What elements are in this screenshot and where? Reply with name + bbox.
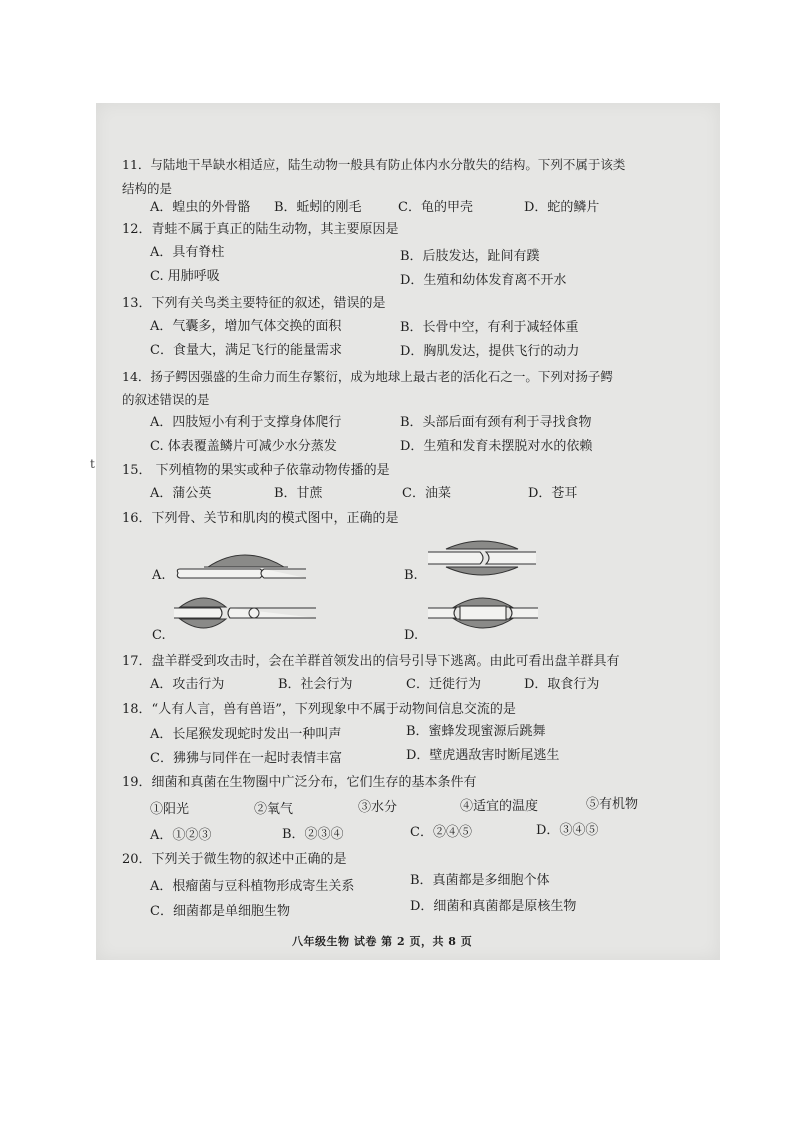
- q17-option-b: B．社会行为: [278, 677, 353, 692]
- q13-option-c: C．食量大，满足飞行的能量需求: [150, 343, 342, 358]
- q14-stem-line1: 14．扬子鳄因强盛的生命力而生存繁衍，成为地球上最古老的活化石之一。下列对扬子鳄: [122, 369, 613, 384]
- q12-option-d: D．生殖和幼体发育离不开水: [400, 273, 567, 288]
- q13-stem: 13．下列有关鸟类主要特征的叙述，错误的是: [122, 296, 386, 311]
- q19-option-c: C．②④⑤: [410, 825, 472, 840]
- q15-option-d: D．苍耳: [528, 486, 578, 501]
- q17-stem: 17．盘羊群受到攻击时，会在羊群首领发出的信号引导下逃离。由此可看出盘羊群具有: [122, 654, 620, 669]
- q12-option-c: C. 用肺呼吸: [150, 269, 220, 284]
- q16-figure-d: [426, 589, 540, 637]
- q15-option-a: A．蒲公英: [150, 486, 212, 501]
- q19-option-b: B．②③④: [282, 827, 344, 842]
- margin-mark: t: [90, 457, 95, 471]
- q20-option-b: B．真菌都是多细胞个体: [410, 873, 550, 888]
- q11-option-b: B．蚯蚓的刚毛: [274, 200, 362, 215]
- q16-figure-a: [174, 543, 308, 589]
- q19-item-1: ①阳光: [150, 802, 190, 817]
- q12-option-b: B．后肢发达，趾间有蹼: [400, 249, 540, 264]
- q18-stem: 18．“人有人言，兽有兽语”，下列现象中不属于动物间信息交流的是: [122, 702, 516, 717]
- q18-option-a: A．长尾猴发现蛇时发出一种叫声: [150, 727, 342, 742]
- q14-option-c: C. 体表覆盖鳞片可减少水分蒸发: [150, 439, 337, 454]
- q18-option-b: B．蜜蜂发现蜜源后跳舞: [406, 724, 546, 739]
- q18-option-d: D．壁虎遇敌害时断尾逃生: [406, 748, 560, 763]
- q11-option-c: C．龟的甲壳: [398, 200, 473, 215]
- q19-item-2: ②氧气: [254, 802, 294, 817]
- q11-stem-line1: 11．与陆地干旱缺水相适应，陆生动物一般具有防止体内水分散失的结构。下列不属于该类: [122, 157, 626, 172]
- q12-stem: 12．青蛙不属于真正的陆生动物，其主要原因是: [122, 222, 399, 237]
- q16-stem: 16．下列骨、关节和肌肉的模式图中，正确的是: [122, 511, 399, 526]
- q20-stem: 20．下列关于微生物的叙述中正确的是: [122, 852, 347, 867]
- q20-option-c: C．细菌都是单细胞生物: [150, 904, 290, 919]
- q14-stem-line2: 的叙述错误的是: [122, 392, 210, 407]
- q16-label-a: A.: [152, 568, 166, 583]
- q11-option-d: D．蛇的鳞片: [524, 200, 600, 215]
- q19-item-5: ⑤有机物: [586, 797, 639, 812]
- q19-option-a: A．①②③: [150, 828, 212, 843]
- q17-option-c: C．迁徙行为: [406, 677, 481, 692]
- q14-option-b: B．头部后面有颈有利于寻找食物: [400, 415, 592, 430]
- q13-option-a: A．气囊多，增加气体交换的面积: [150, 319, 342, 334]
- q15-stem: 15． 下列植物的果实或种子依靠动物传播的是: [122, 463, 390, 478]
- q18-option-c: C．狒狒与同伴在一起时表情丰富: [150, 751, 342, 766]
- q19-option-d: D．③④⑤: [536, 823, 599, 838]
- q16-label-d: D.: [404, 628, 419, 643]
- page-footer: 八年级生物 试卷 第 2 页，共 8 页: [292, 935, 473, 948]
- q19-stem: 19．细菌和真菌在生物圈中广泛分布，它们生存的基本条件有: [122, 775, 477, 790]
- q17-option-a: A．攻击行为: [150, 677, 225, 692]
- q13-option-b: B．长骨中空，有利于减轻体重: [400, 320, 579, 335]
- q16-label-b: B.: [404, 568, 418, 583]
- q19-item-4: ④适宜的温度: [460, 799, 539, 814]
- q19-item-3: ③水分: [358, 800, 398, 815]
- q12-option-a: A．具有脊柱: [150, 245, 225, 260]
- exam-page: [90, 103, 720, 960]
- q14-option-a: A．四肢短小有利于支撑身体爬行: [150, 415, 342, 430]
- q15-option-b: B．甘蔗: [274, 486, 323, 501]
- q16-figure-c: [172, 589, 318, 637]
- q15-option-c: C．油菜: [402, 486, 451, 501]
- q13-option-d: D．胸肌发达，提供飞行的动力: [400, 344, 580, 359]
- q20-option-a: A．根瘤菌与豆科植物形成寄生关系: [150, 879, 355, 894]
- q16-label-c: C.: [152, 628, 166, 643]
- q17-option-d: D．取食行为: [524, 677, 600, 692]
- q20-option-d: D．细菌和真菌都是原核生物: [410, 899, 577, 914]
- q14-option-d: D．生殖和发育未摆脱对水的依赖: [400, 439, 593, 454]
- q11-option-a: A．蝗虫的外骨骼: [150, 200, 251, 215]
- q11-stem-line2: 结构的是: [122, 181, 173, 196]
- q16-figure-b: [426, 535, 538, 579]
